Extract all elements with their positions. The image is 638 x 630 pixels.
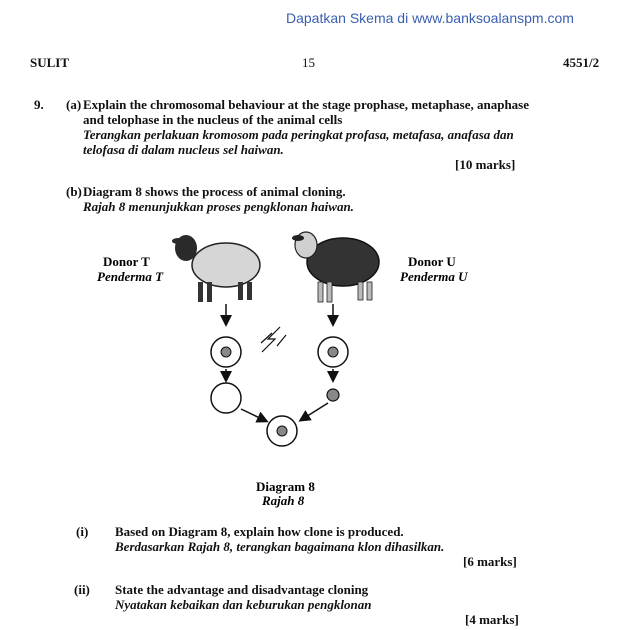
sub-ii-marks: [4 marks]: [465, 612, 519, 627]
sub-ii-malay-1: Nyatakan kebaikan dan keburukan pengklonan: [115, 597, 372, 612]
part-b-malay-1: Rajah 8 menunjukkan proses pengklonan haiwan.: [83, 199, 354, 214]
diagram-caption: Diagram 8: [256, 479, 315, 494]
arrow-egg-to-fused: [241, 409, 266, 421]
question-number: 9.: [34, 97, 44, 112]
watermark-link[interactable]: Dapatkan Skema di www.banksoalanspm.com: [286, 10, 574, 26]
sub-i-marks: [6 marks]: [463, 554, 517, 569]
paper-code: 4551/2: [563, 55, 600, 70]
sub-i-line-1: Based on Diagram 8, explain how clone is produced.: [115, 524, 404, 539]
part-b-label: (b): [66, 184, 82, 199]
part-a-line-1: Explain the chromosomal behaviour at the stage prophase, metaphase, anaphase: [83, 97, 530, 112]
donor-nucleus: [327, 389, 339, 401]
enucleated-egg-cell: [211, 383, 241, 413]
sheep-u-image: [292, 232, 379, 302]
donor-t-label: Donor T: [103, 254, 150, 269]
arrow-nucleus-to-fused: [301, 403, 328, 420]
part-a-label: (a): [66, 97, 82, 112]
sulit-label: SULIT: [30, 55, 70, 70]
diagram-caption-malay: Rajah 8: [262, 493, 305, 508]
donor-u-malay: Penderma U: [400, 269, 468, 284]
sub-i-label: (i): [76, 524, 89, 539]
donor-u-label: Donor U: [408, 254, 456, 269]
sub-i-malay-1: Berdasarkan Rajah 8, terangkan bagaimana klon dihasilkan.: [115, 539, 445, 554]
part-a-marks: [10 marks]: [455, 157, 516, 172]
cell-t-nucleated: [211, 337, 241, 367]
fused-cell: [267, 416, 297, 446]
part-a-line-2: and telophase in the nucleus of the animal cells: [83, 112, 343, 127]
cell-u-nucleated: [318, 337, 348, 367]
part-a-malay-1: Terangkan perlakuan kromosom pada peringkat profasa, metafasa, anafasa dan: [83, 127, 514, 142]
sub-ii-label: (ii): [74, 582, 90, 597]
page-number: 15: [302, 55, 315, 70]
donor-t-malay: Penderma T: [97, 269, 164, 284]
part-a-malay-2: telofasa di dalam nucleus sel haiwan.: [83, 142, 284, 157]
part-b-line-1: Diagram 8 shows the process of animal cloning.: [83, 184, 346, 199]
sub-ii-line-1: State the advantage and disadvantage cloning: [115, 582, 369, 597]
sheep-t-image: [172, 235, 260, 302]
electric-shock-icon: [261, 327, 286, 352]
